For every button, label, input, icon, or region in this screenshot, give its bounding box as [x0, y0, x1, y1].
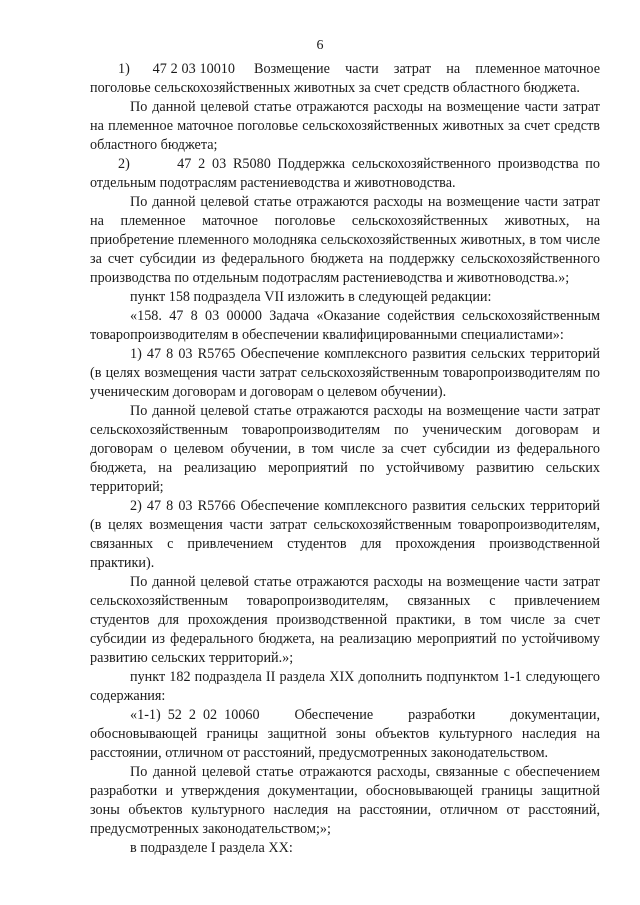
paragraph-item-1-description: По данной целевой статье отражаются расходы на возмещение части затрат на племенное маточное поголовье сельскохозяйственных животных за счет средств областного бюджета; — [90, 99, 600, 153]
paragraph-section-xx-intro: в подразделе I раздела XX: — [130, 840, 293, 856]
paragraph-sub-1-1-title: «1-1) 52 2 02 10060 Обеспечение разработки документации, обосновывающей границы защитной зоны объектов культурного наследия на расстоянии, отличном от расстояний, предусмотренных законодательством. — [90, 707, 600, 761]
page-number: 6 — [316, 38, 324, 53]
paragraph-item-2-description: По данной целевой статье отражаются расходы на возмещение части затрат на племенное маточное поголовье сельскохозяйственных животных, на приобретение племенного молодняка сельскохозяйственных животных, в том числе за счет субсидии из федерального бюджета на поддержку сельскохозяйственного производства по отдельным подотраслям растениеводства и животноводства.»; — [90, 194, 600, 286]
paragraph-sub-1-description: По данной целевой статье отражаются расходы на возмещение части затрат сельскохозяйственным товаропроизводителям по ученическим договорам и договорам о целевом обучении, в том числе за счет субсидии из федерального бюджета, на реализацию мероприятий по устойчивому развитию сельских территорий; — [90, 403, 600, 495]
paragraph-item-1-title: 1) 47 2 03 10010 Возмещение части затрат на племенное маточное поголовье сельскохозяйственных животных за счет средств областного бюджета. — [90, 61, 600, 96]
paragraph-sub-1-title: 1) 47 8 03 R5765 Обеспечение комплексного развития сельских территорий (в целях возмещения части затрат сельскохозяйственным товаропроизводителям по ученическим договорам и договорам о целевом обучении). — [90, 346, 600, 400]
paragraph-item-2-title: 2) 47 2 03 R5080 Поддержка сельскохозяйственного производства по отдельным подотраслям растениеводства и животноводства. — [90, 156, 600, 191]
paragraph-point-158-intro: пункт 158 подраздела VII изложить в следующей редакции: — [130, 289, 492, 305]
paragraph-point-158-task: «158. 47 8 03 00000 Задача «Оказание содействия сельскохозяйственным товаропроизводителям в обеспечении квалифицированными специалистами»: — [90, 308, 600, 343]
paragraph-point-182-intro: пункт 182 подраздела II раздела XIX дополнить подпунктом 1-1 следующего содержания: — [90, 669, 600, 704]
document-body — [90, 60, 600, 858]
paragraph-sub-1-1-description: По данной целевой статье отражаются расходы, связанные с обеспечением разработки и утверждения документации, обосновывающей границы защитной зоны объектов культурного наследия на расстоянии, отличном от расстояний, предусмотренных законодательством;»; — [90, 764, 600, 837]
paragraph-sub-2-title: 2) 47 8 03 R5766 Обеспечение комплексного развития сельских территорий (в целях возмещения части затрат сельскохозяйственным товаропроизводителям, связанных с привлечением студентов для прохождения производственной практики). — [90, 498, 600, 571]
paragraph-sub-2-description: По данной целевой статье отражаются расходы на возмещение части затрат сельскохозяйственным товаропроизводителям, связанных с привлечением студентов для прохождения производственной практики, в том числе за счет субсидии из федерального бюджета, на реализацию мероприятий по устойчивому развитию сельских территорий.»; — [90, 574, 600, 666]
